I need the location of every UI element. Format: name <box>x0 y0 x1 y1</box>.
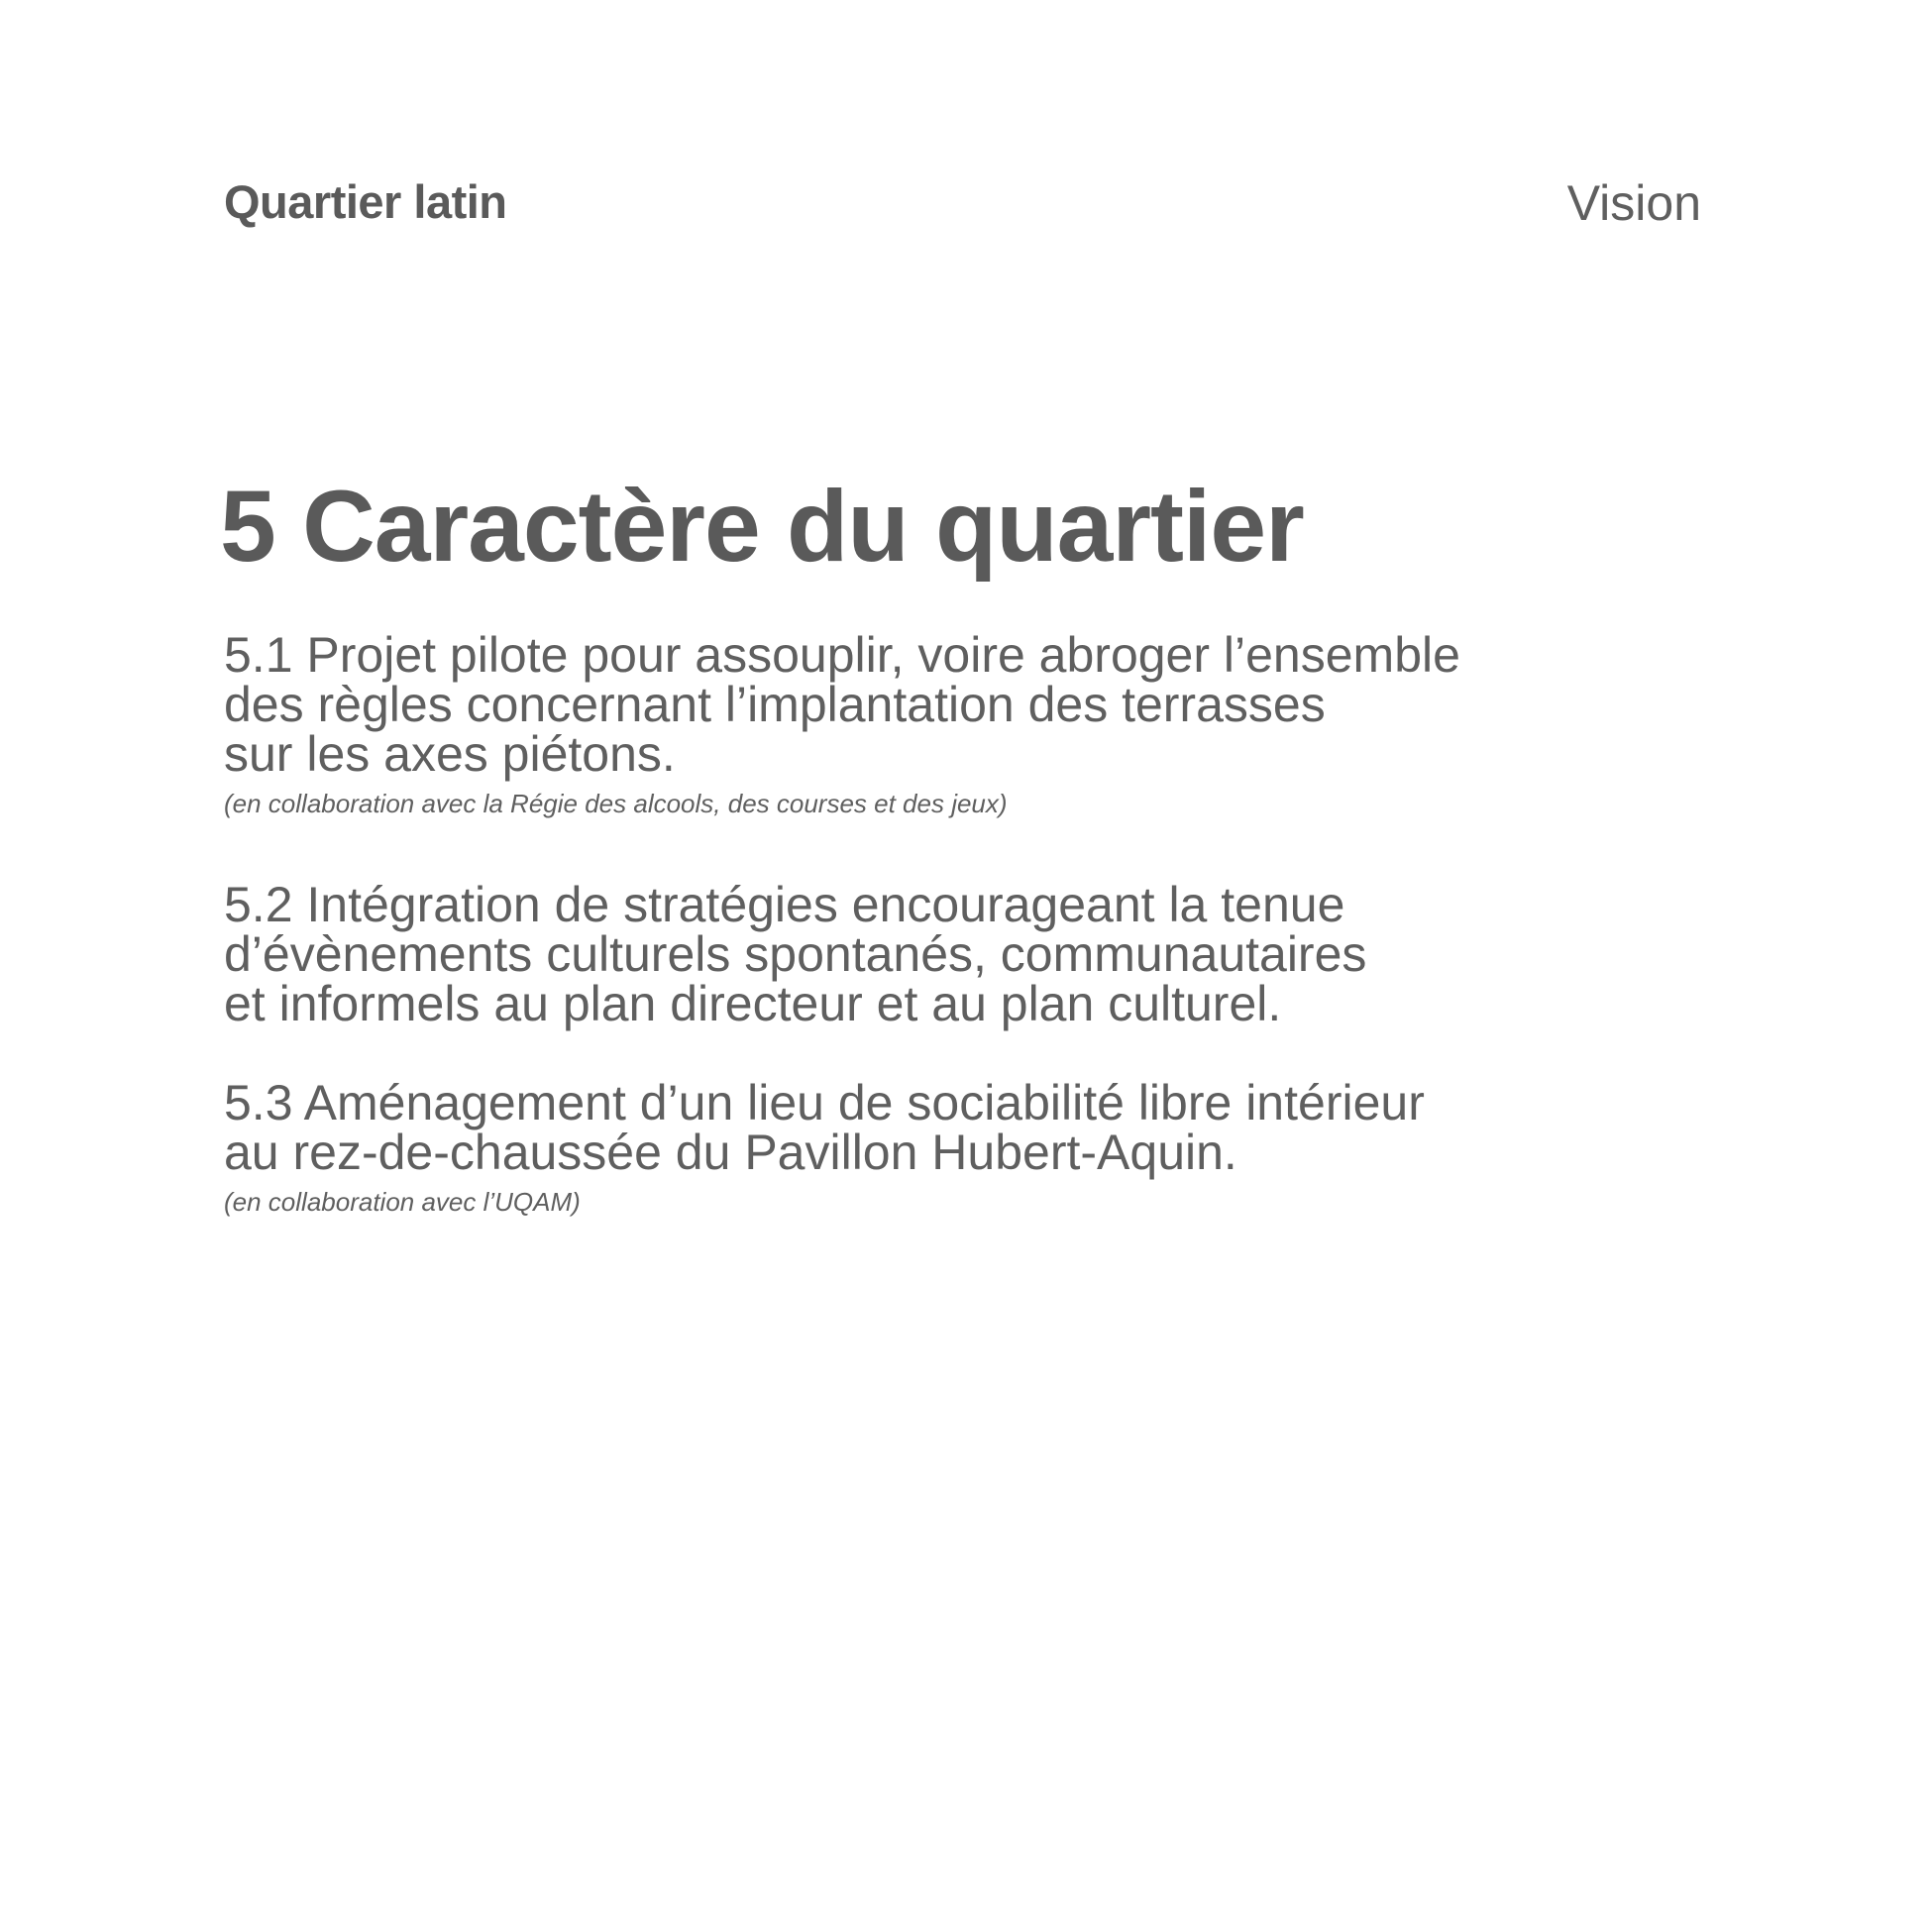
document-header-section: Vision <box>1566 175 1701 231</box>
section-text: 5.2 Intégration de stratégies encourageant la tenue d’évènements culturels spontanés, communautaires et informels au plan directeur et au plan culturel. <box>224 877 1367 1031</box>
section-text: 5.1 Projet pilote pour assouplir, voire abroger l’ensemble des règles concernant l’implantation des terrasses sur les axes piétons. <box>224 627 1460 782</box>
section-note: (en collaboration avec l’UQAM) <box>224 1187 581 1217</box>
section-note: (en collaboration avec la Régie des alcools, des courses et des jeux) <box>224 789 1008 818</box>
section-text: 5.3 Aménagement d’un lieu de sociabilité libre intérieur au rez-de-chaussée du Pavillon Hubert-Aquin. <box>224 1075 1425 1180</box>
section-5-3 <box>224 1075 1532 1217</box>
section-5-2 <box>224 877 1532 1031</box>
document-header-title: Quartier latin <box>224 175 507 228</box>
section-5-1 <box>224 627 1532 818</box>
page-title: 5 Caractère du quartier <box>220 470 1304 583</box>
